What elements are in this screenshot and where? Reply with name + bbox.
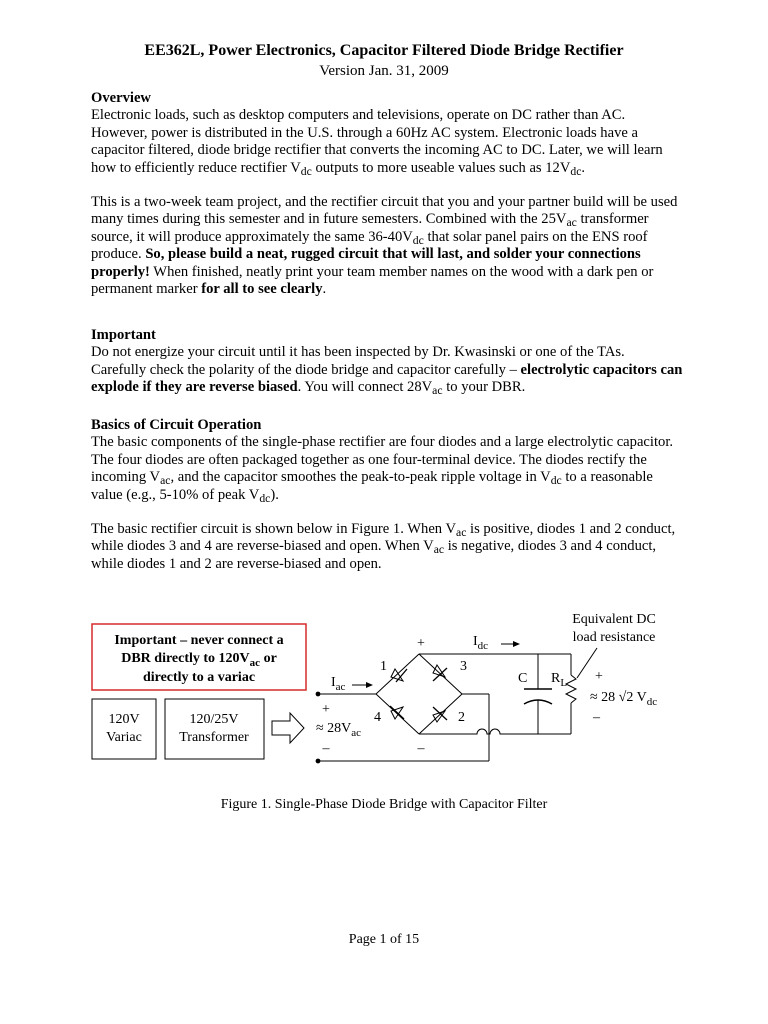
diode-4-label: 4 (374, 710, 381, 725)
basics-paragraph-2 (91, 521, 683, 573)
important-paragraph (91, 344, 683, 396)
text-run: Do not energize your circuit until it has been inspected by Dr. Kwasinski or one of the TAs. Carefully check the polarity of the diode bridge and capacitor carefully – (91, 344, 625, 378)
overview-paragraph-1 (91, 107, 683, 177)
variac-label-1: 120V (108, 712, 140, 727)
resistor-icon (566, 675, 576, 703)
vac-subscript: ac (351, 727, 362, 739)
text-run: transformer source, it will produce approximately the same 36-40V (91, 211, 649, 245)
transformer-label-1: 120/25V (189, 712, 239, 727)
resistor-subscript: L (560, 677, 568, 689)
output-voltage-subscript: dc (646, 696, 658, 708)
text-run: , and the capacitor smoothes the peak-to-peak ripple voltage in V (170, 469, 551, 486)
text-run: outputs to more useable values such as 12V (311, 159, 571, 176)
important-heading: Important (91, 327, 156, 343)
variac-box (92, 699, 156, 759)
overview-section (91, 90, 683, 298)
output-minus: – (593, 710, 600, 725)
iac-text: I (331, 675, 336, 690)
subscript: dc (412, 233, 424, 247)
warning-line-3: directly to a variac (142, 670, 256, 685)
basics-heading: Basics of Circuit Operation (91, 417, 262, 433)
text-run: . You will connect 28V (297, 379, 433, 396)
diode-2-label: 2 (458, 710, 465, 725)
warning-text: or (260, 651, 277, 666)
warning-subscript: ac (249, 657, 261, 669)
subscript: dc (300, 164, 312, 178)
resistor-text: R (551, 671, 561, 686)
text-run: to your DBR. (442, 379, 526, 396)
warning-line-1: Important – never connect a (114, 633, 284, 648)
vac-text: ≈ 28V (316, 721, 352, 736)
bridge-minus: – (417, 741, 425, 756)
rectifier-circuit-diagram (0, 600, 768, 800)
text-run: The basic components of the single-phase rectifier are four diodes and a large electrolytic capacitor. The four diodes are often packaged together as one four-terminal device. The diodes rectify the incoming V (91, 434, 674, 486)
capacitor-label: C (518, 671, 528, 686)
warning-line-2 (121, 651, 277, 669)
output-voltage-label (590, 690, 657, 708)
variac-label-2: Variac (106, 730, 142, 745)
important-section (91, 327, 683, 397)
idc-text: I (473, 634, 478, 649)
overview-paragraph-2 (91, 194, 683, 298)
subscript: ac (566, 216, 577, 230)
subscript: dc (259, 491, 271, 505)
subscript: ac (160, 474, 171, 488)
transformer-label-2: Transformer (179, 730, 249, 745)
text-run: Electronic loads, such as desktop computers and televisions, operate on DC rather than AC. However, power is distributed in the U.S. through a 60Hz AC system. Electronic loads have a capacitor filtered, diode bridge rectifier that converts the incoming AC to DC. Later, we will learn how to efficiently reduce rectifier V (91, 107, 663, 176)
text-run: . (322, 281, 327, 298)
page-number: Page 1 of 15 (348, 932, 420, 947)
document-title: EE362L, Power Electronics, Capacitor Filtered Diode Bridge Rectifier (144, 42, 624, 59)
idc-label (473, 634, 488, 652)
text-run: is negative, diodes 3 and 4 conduct, while diodes 1 and 2 are reverse-biased and open. (91, 538, 657, 572)
idc-subscript: dc (477, 640, 489, 652)
text-run: ). (270, 486, 279, 503)
text-run: that solar panel pairs on the ENS roof produce. (91, 228, 648, 263)
basics-paragraph-1 (91, 434, 683, 504)
bridge-plus: + (417, 636, 425, 651)
figure-caption: Figure 1. Single-Phase Diode Bridge with Capacitor Filter (220, 797, 548, 812)
text-run: This is a two-week team project, and the rectifier circuit that you and your partner build will be used many times during this semester and in future semesters. Combined with the 25V (91, 194, 678, 228)
subscript: dc (550, 474, 562, 488)
vac-plus: + (322, 702, 330, 717)
subscript: ac (432, 384, 443, 398)
text-run: The basic rectifier circuit is shown below in Figure 1. When V (91, 521, 457, 538)
vac-minus: – (322, 741, 330, 756)
output-plus: + (595, 669, 603, 684)
subscript: ac (433, 543, 445, 557)
iac-subscript: ac (335, 681, 346, 693)
vac-label (316, 721, 361, 739)
idc-arrowhead-icon (513, 641, 520, 647)
iac-label (331, 675, 346, 693)
bridge-arm-4 (376, 694, 419, 734)
bold-text: electrolytic capacitors can explode if they are reverse biased (91, 361, 683, 396)
basics-section (91, 417, 683, 573)
bold-text: for all to see clearly (201, 281, 323, 298)
overview-heading: Overview (91, 90, 151, 106)
bold-text: So, please build a neat, rugged circuit that will last, and solder your connections properly! (91, 246, 641, 280)
equivalent-load-pointer (577, 648, 597, 678)
text-run: When finished, neatly print your team member names on the wood with a dark pen or permanent marker (91, 263, 654, 298)
text-run: to a reasonable value (e.g., 5-10% of peak V (91, 469, 653, 503)
dc-bus-bottom (419, 729, 571, 734)
transformer-box (165, 699, 264, 759)
subscript: ac (456, 526, 467, 540)
equivalent-load-label-2: load resistance (572, 630, 656, 645)
equivalent-load-label-1: Equivalent DC (572, 612, 656, 627)
resistor-label (551, 671, 567, 689)
output-voltage-text: ≈ 28 √2 V (590, 690, 647, 705)
diode-1-label: 1 (380, 659, 387, 674)
document-version: Version Jan. 31, 2009 (319, 63, 449, 79)
diode-3-label: 3 (460, 659, 467, 674)
warning-text: DBR directly to 120V (121, 651, 250, 666)
iac-arrowhead-icon (366, 682, 373, 688)
text-run: is positive, diodes 1 and 2 conduct, while diodes 3 and 4 are reverse-biased and open. When V (91, 521, 676, 555)
subscript: dc (570, 164, 582, 178)
hollow-arrow-icon (272, 713, 304, 743)
text-run: . (581, 159, 586, 176)
